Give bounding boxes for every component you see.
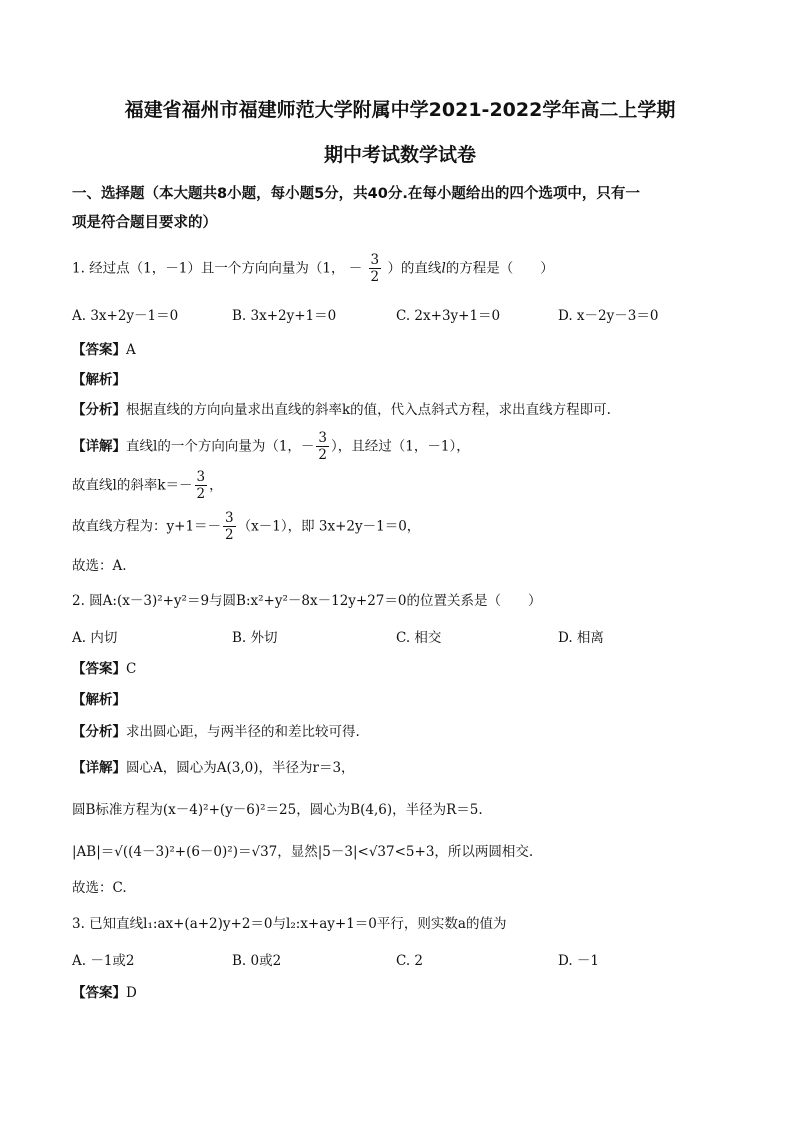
title-line-2: 期中考试数学试卷 <box>323 144 476 166</box>
q1-fraction <box>369 252 382 285</box>
q2-fenxi-text: 求出圆心距，与两半径的和差比较可得. <box>126 724 360 740</box>
q1-option-a: A. 3x+2y－1＝0 <box>72 308 179 324</box>
q1-detail-1-frac <box>316 430 329 463</box>
title-line-1: 福建省福州市福建师范大学附属中学2021-2022学年高二上学期 <box>124 99 676 121</box>
q2-detail-1 <box>72 758 355 778</box>
q1-option-c: C. 2x+3y+1＝0 <box>396 308 501 324</box>
q1-frac-sign: － <box>348 260 363 277</box>
q1-stem-end: 的方程是（ ） <box>445 260 554 277</box>
q1-detail-2-frac-num: 3 <box>196 469 206 485</box>
section-header-line-1: 一、选择题（本大题共8小题，每小题5分，共40分.在每小题给出的四个选项中，只有一 <box>72 186 640 202</box>
q1-detail-1-frac-num: 3 <box>318 430 328 446</box>
q1-answer-tag: 【答案】 <box>72 342 126 358</box>
q2-xiangjie-tag: 【详解】 <box>72 760 126 776</box>
q2-fenxi <box>72 722 360 742</box>
q1-stem <box>72 252 554 285</box>
q1-conclusion: 故选：A. <box>72 558 127 574</box>
q2-detail-2: 圆B标准方程为(x－4)²+(y－6)²＝25，圆心为B(4,6)，半径为R＝5. <box>72 802 483 818</box>
q1-detail-2 <box>72 469 223 502</box>
q1-xiangjie-tag: 【详解】 <box>72 438 126 455</box>
q1-frac-num: 3 <box>370 252 380 268</box>
q1-answer-value: A <box>126 342 136 358</box>
q1-frac-den: 2 <box>370 269 380 285</box>
q1-answer <box>72 340 136 360</box>
q2-option-a: A. 内切 <box>72 630 118 646</box>
q2-answer-value: C <box>126 661 137 677</box>
q2-conclusion: 故选：C. <box>72 880 127 896</box>
q1-stem-var: l <box>441 260 446 277</box>
q1-detail-2-pre: 故直线l的斜率k＝－ <box>72 477 193 494</box>
q1-fenxi-text: 根据直线的方向向量求出直线的斜率k的值，代入点斜式方程，求出直线方程即可. <box>126 402 611 418</box>
q3-answer-value: D <box>126 985 137 1001</box>
q3-stem: 3. 已知直线l₁:ax+(a+2)y+2＝0与l₂:x+ay+1＝0平行，则实数a的值为 <box>72 916 507 932</box>
q1-detail-3-frac <box>223 510 236 543</box>
q2-option-c: C. 相交 <box>396 630 442 646</box>
q2-analysis-label: 【解析】 <box>72 692 126 708</box>
q3-option-c: C. 2 <box>396 953 424 969</box>
q1-option-b: B. 3x+2y+1＝0 <box>232 308 337 324</box>
q1-stem-post: ）的直线 <box>387 260 442 277</box>
q1-detail-3 <box>72 510 420 543</box>
q1-fenxi-tag: 【分析】 <box>72 402 126 418</box>
q3-option-d: D. －1 <box>558 953 600 969</box>
q1-detail-2-frac <box>195 469 208 502</box>
q3-option-b: B. 0或2 <box>232 953 282 969</box>
q1-detail-3-frac-num: 3 <box>225 510 234 526</box>
q3-answer-tag: 【答案】 <box>72 985 126 1001</box>
q2-stem: 2. 圆A:(x－3)²+y²＝9与圆B:x²+y²－8x－12y+27＝0的位置关系是（ ） <box>72 593 542 609</box>
section-header-line-2: 项是符合题目要求的） <box>72 215 217 231</box>
q1-analysis-label: 【解析】 <box>72 372 126 388</box>
q3-answer <box>72 983 137 1003</box>
q2-fenxi-tag: 【分析】 <box>72 724 126 740</box>
q1-detail-3-frac-den: 2 <box>225 527 234 543</box>
q1-fenxi <box>72 400 611 420</box>
q3-option-a: A. －1或2 <box>72 953 135 969</box>
q2-option-b: B. 外切 <box>232 630 278 646</box>
q2-detail-1-text: 圆心A，圆心为A(3,0)，半径为r＝3， <box>126 760 355 776</box>
q1-detail-1-post: ），且经过（1，－1）， <box>331 438 470 455</box>
q1-detail-3-pre: 故直线方程为：y+1＝－ <box>72 518 222 535</box>
q1-stem-pre: 1. 经过点（1，－1）且一个方向向量为（1， <box>72 260 345 277</box>
q2-option-d: D. 相离 <box>558 630 604 646</box>
q2-detail-3: |AB|＝√((4－3)²+(6－0)²)＝√37，显然|5－3|<√37<5+3，所以两圆相交. <box>72 844 534 860</box>
q1-detail-3-post: （x－1），即 3x+2y－1＝0， <box>237 518 421 535</box>
q2-answer-tag: 【答案】 <box>72 661 126 677</box>
q1-detail-1 <box>72 430 470 463</box>
q2-answer <box>72 659 136 679</box>
q1-detail-1-pre: 直线l的一个方向向量为（1，－ <box>126 438 315 455</box>
q1-detail-2-frac-den: 2 <box>196 486 206 502</box>
q1-detail-1-frac-den: 2 <box>318 447 328 463</box>
q1-option-d: D. x－2y－3＝0 <box>558 308 659 324</box>
q1-detail-2-post: ， <box>209 477 223 494</box>
